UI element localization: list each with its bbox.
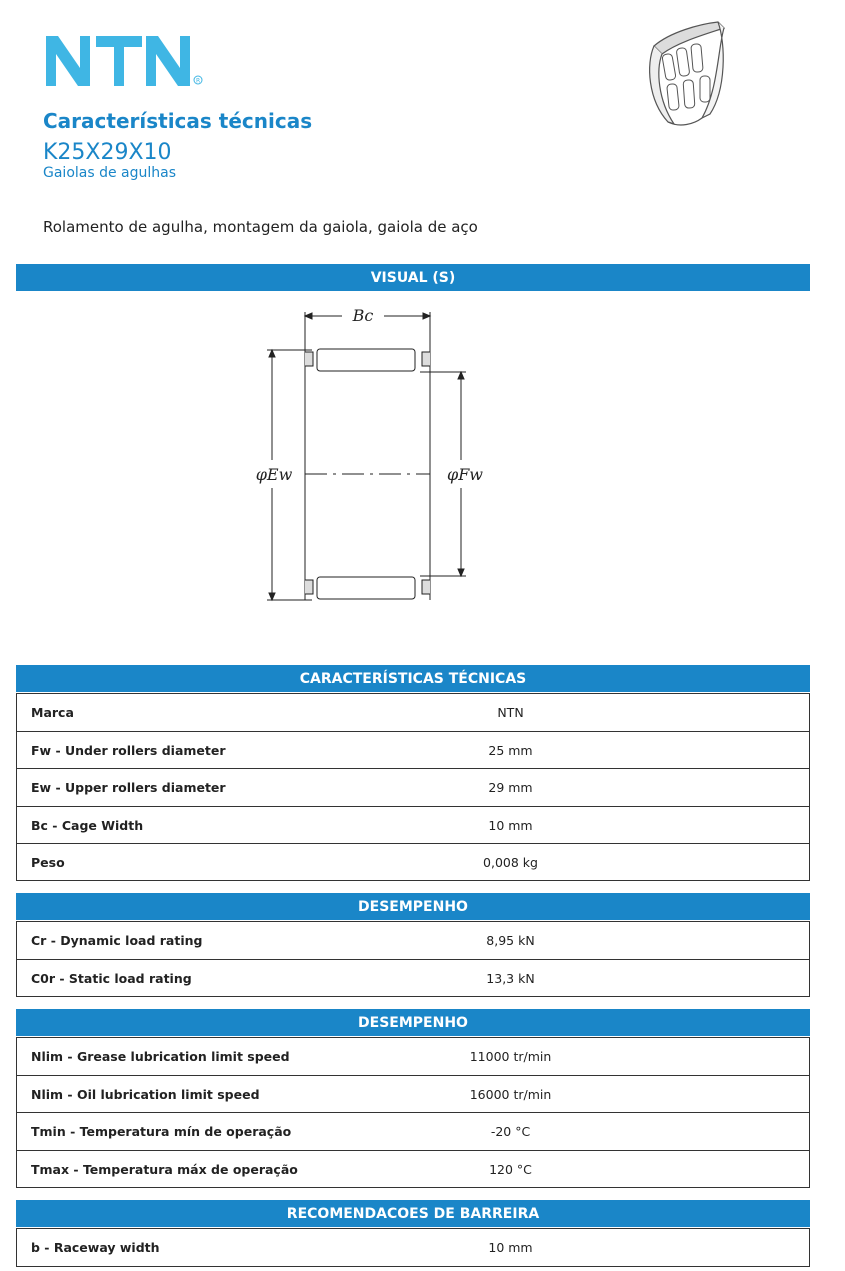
row-value: 13,3 kN: [413, 960, 810, 997]
technical-drawing: [250, 300, 500, 610]
section-header-desempenho-load: DESEMPENHO: [16, 893, 810, 920]
row-label: Fw - Under rollers diameter: [17, 732, 414, 769]
section-header-barreira: RECOMENDACOES DE BARREIRA: [16, 1200, 810, 1227]
row-value: -20 °C: [413, 1113, 810, 1151]
bc-label: Bc: [352, 306, 374, 325]
ntn-logo: [44, 34, 204, 88]
table-row: [17, 732, 810, 769]
ew-label: φEw: [255, 465, 293, 484]
row-label: Ew - Upper rollers diameter: [17, 769, 414, 807]
row-label: Nlim - Grease lubrication limit speed: [17, 1038, 414, 1076]
row-label: Tmax - Temperatura máx de operação: [17, 1151, 414, 1188]
page-title: Características técnicas: [43, 109, 313, 133]
table-row: [17, 960, 810, 997]
row-value: 25 mm: [413, 732, 810, 769]
row-value: 8,95 kN: [413, 922, 810, 960]
row-value: 10 mm: [413, 807, 810, 844]
row-label: Tmin - Temperatura mín de operação: [17, 1113, 414, 1151]
row-label: Bc - Cage Width: [17, 807, 414, 844]
product-category: Gaiolas de agulhas: [43, 165, 177, 181]
table-row: [17, 1229, 810, 1267]
table-row: [17, 1113, 810, 1151]
product-code: K25X29X10: [43, 140, 172, 165]
spec-table-desempenho-load: [16, 921, 810, 997]
product-image: [640, 14, 730, 134]
spec-table-desempenho-speed: [16, 1037, 810, 1188]
row-value: 120 °C: [413, 1151, 810, 1188]
svg-text:R: R: [196, 77, 201, 85]
row-label: Nlim - Oil lubrication limit speed: [17, 1076, 414, 1113]
row-value: 10 mm: [413, 1229, 810, 1267]
table-row: [17, 1151, 810, 1188]
spec-table-caracteristicas: [16, 693, 810, 881]
row-label: C0r - Static load rating: [17, 960, 414, 997]
row-value: 29 mm: [413, 769, 810, 807]
table-row: [17, 1076, 810, 1113]
table-row: [17, 1038, 810, 1076]
row-value: 16000 tr/min: [413, 1076, 810, 1113]
spec-table-barreira: [16, 1228, 810, 1267]
row-value: NTN: [413, 694, 810, 732]
row-label: b - Raceway width: [17, 1229, 414, 1267]
row-label: Peso: [17, 844, 414, 881]
row-value: 0,008 kg: [413, 844, 810, 881]
row-value: 11000 tr/min: [413, 1038, 810, 1076]
product-description: Rolamento de agulha, montagem da gaiola, gaiola de aço: [43, 218, 478, 236]
table-row: [17, 807, 810, 844]
table-row: [17, 922, 810, 960]
row-label: Marca: [17, 694, 414, 732]
table-row: [17, 844, 810, 881]
section-header-desempenho-speed: DESEMPENHO: [16, 1009, 810, 1036]
section-header-caracteristicas: CARACTERÍSTICAS TÉCNICAS: [16, 665, 810, 692]
fw-label: φFw: [447, 465, 483, 484]
row-label: Cr - Dynamic load rating: [17, 922, 414, 960]
table-row: [17, 769, 810, 807]
visual-section-header: VISUAL (S): [16, 264, 810, 291]
table-row: [17, 694, 810, 732]
